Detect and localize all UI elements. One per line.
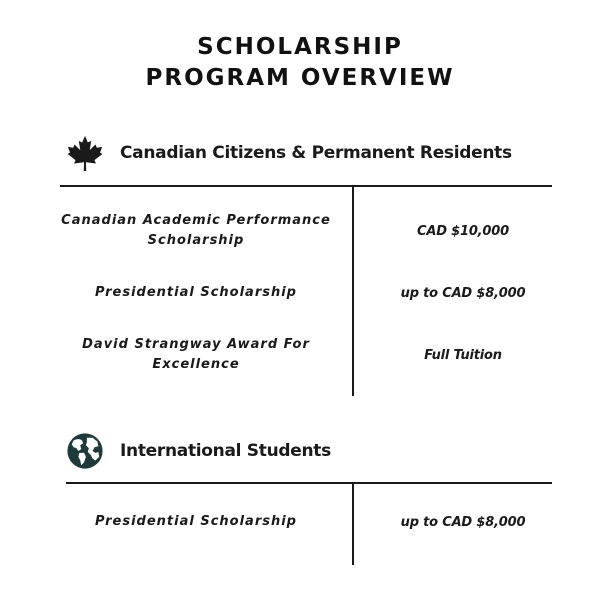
page-title-line-2: PROGRAM OVERVIEW: [145, 65, 455, 91]
section-heading-label: Canadian Citizens & Permanent Residents: [120, 143, 512, 163]
table-row-name: Presidential Scholarship: [94, 514, 297, 529]
page-title: [0, 32, 600, 94]
table-row-amount: Full Tuition: [424, 347, 502, 363]
section-heading-international: [66, 432, 331, 470]
globe-icon: [66, 432, 104, 470]
table-row-name: David Strangway Award For Excellence: [82, 337, 310, 372]
page-title-line-1: SCHOLARSHIP: [197, 34, 403, 60]
table-row-amount: up to CAD $8,000: [400, 285, 526, 301]
section-heading-label: International Students: [120, 441, 331, 461]
table-divider-horizontal: [66, 482, 552, 484]
table-row-name: Presidential Scholarship: [94, 285, 297, 300]
section-heading-canadian: [66, 134, 512, 172]
table-row-amount: CAD $10,000: [417, 223, 509, 239]
table-row-amount: up to CAD $8,000: [400, 514, 526, 530]
table-row-name: Canadian Academic Performance Scholarship: [61, 213, 331, 248]
maple-leaf-icon: [66, 134, 104, 172]
table-divider-horizontal: [60, 185, 552, 187]
